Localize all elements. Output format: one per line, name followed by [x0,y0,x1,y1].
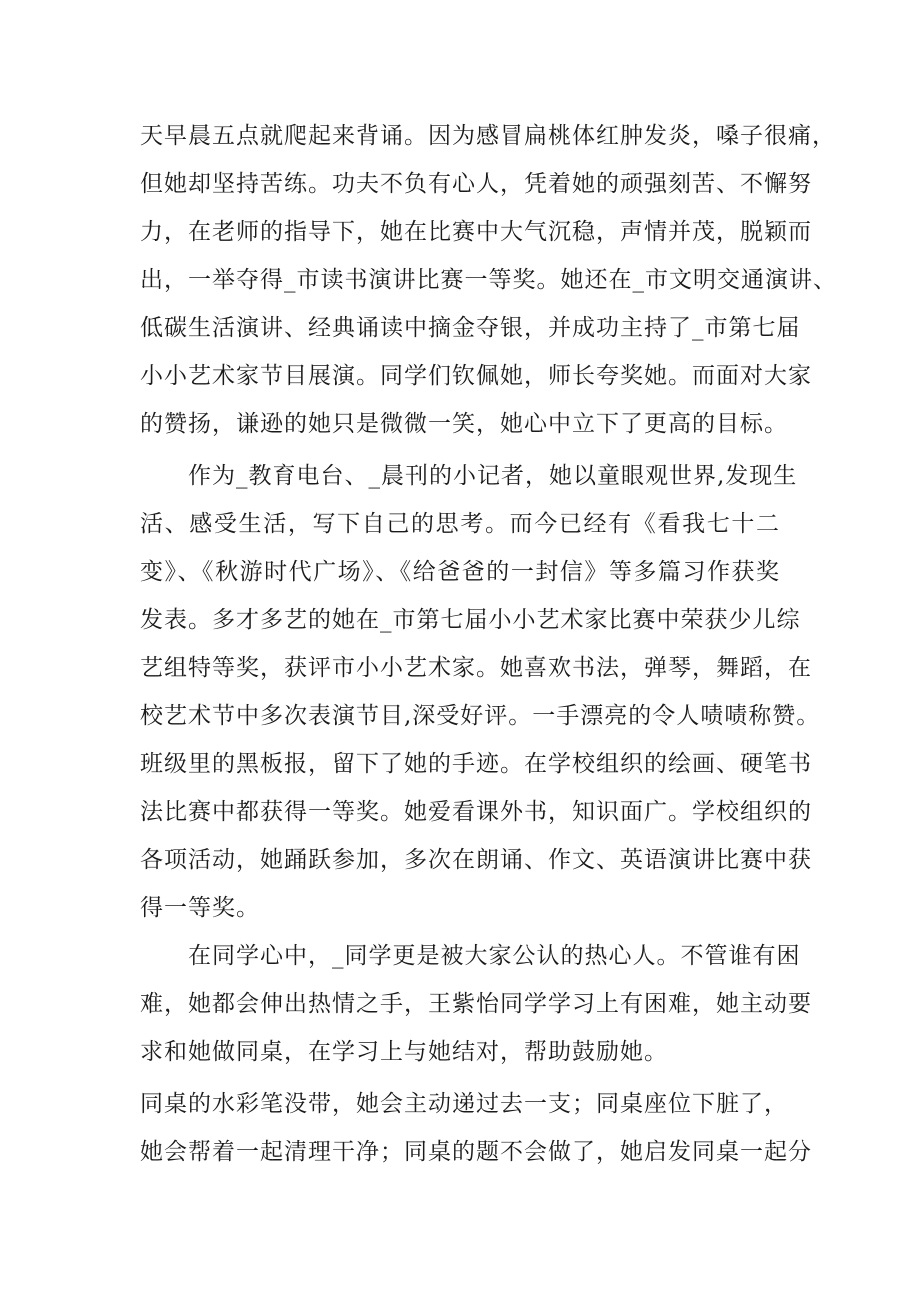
text-line: 各项活动，她踊跃参加，多次在朗诵、作文、英语演讲比赛中获 [140,847,812,873]
text-line: 她会帮着一起清理干净；同桌的题不会做了，她启发同桌一起分 [140,1139,812,1165]
text-line: 得一等奖。 [140,895,260,921]
text-line: 难，她都会伸出热情之手，王紫怡同学学习上有困难，她主动要 [140,991,812,1017]
paragraph-first-line: 在同学心中，_同学更是被大家公认的热心人。不管谁有困 [188,943,801,969]
text-line: 法比赛中都获得一等奖。她爱看课外书，知识面广。学校组织的 [140,799,812,825]
text-line: 班级里的黑板报，留下了她的手迹。在学校组织的绘画、硬笔书 [140,751,812,777]
text-line: 小小艺术家节目展演。同学们钦佩她，师长夸奖她。而面对大家 [140,363,812,389]
text-line: 的赞扬，谦逊的她只是微微一笑，她心中立下了更高的目标。 [140,411,788,437]
text-line: 力，在老师的指导下，她在比赛中大气沉稳，声情并茂，脱颖而 [140,219,812,245]
text-line: 出，一举夺得_市读书演讲比赛一等奖。她还在_市文明交通演讲、 [140,267,837,293]
paragraph-first-line: 作为_教育电台、_晨刊的小记者，她以童眼观世界,发现生 [188,463,798,489]
text-line: 变》、《秋游时代广场》、《给爸爸的一封信》等多篇习作获奖 [140,559,780,585]
text-line: 但她却坚持苦练。功夫不负有心人，凭着她的顽强刻苦、不懈努 [140,171,812,197]
text-line: 发表。多才多艺的她在_市第七届小小艺术家比赛中荣获少儿综 [140,607,801,633]
text-line: 同桌的水彩笔没带，她会主动递过去一支；同桌座位下脏了， [140,1091,788,1117]
text-line: 艺组特等奖，获评市小小艺术家。她喜欢书法，弹琴，舞蹈，在 [140,655,812,681]
text-line: 校艺术节中多次表演节目,深受好评。一手漂亮的令人啧啧称赞。 [140,703,821,729]
text-line: 求和她做同桌，在学习上与她结对，帮助鼓励她。 [140,1039,668,1065]
text-line: 活、感受生活，写下自己的思考。而今已经有《看我七十二 [140,511,780,537]
text-line: 低碳生活演讲、经典诵读中摘金夺银，并成功主持了_市第七届 [140,315,801,341]
text-line: 天早晨五点就爬起来背诵。因为感冒扁桃体红肿发炎，嗓子很痛， [140,123,836,149]
